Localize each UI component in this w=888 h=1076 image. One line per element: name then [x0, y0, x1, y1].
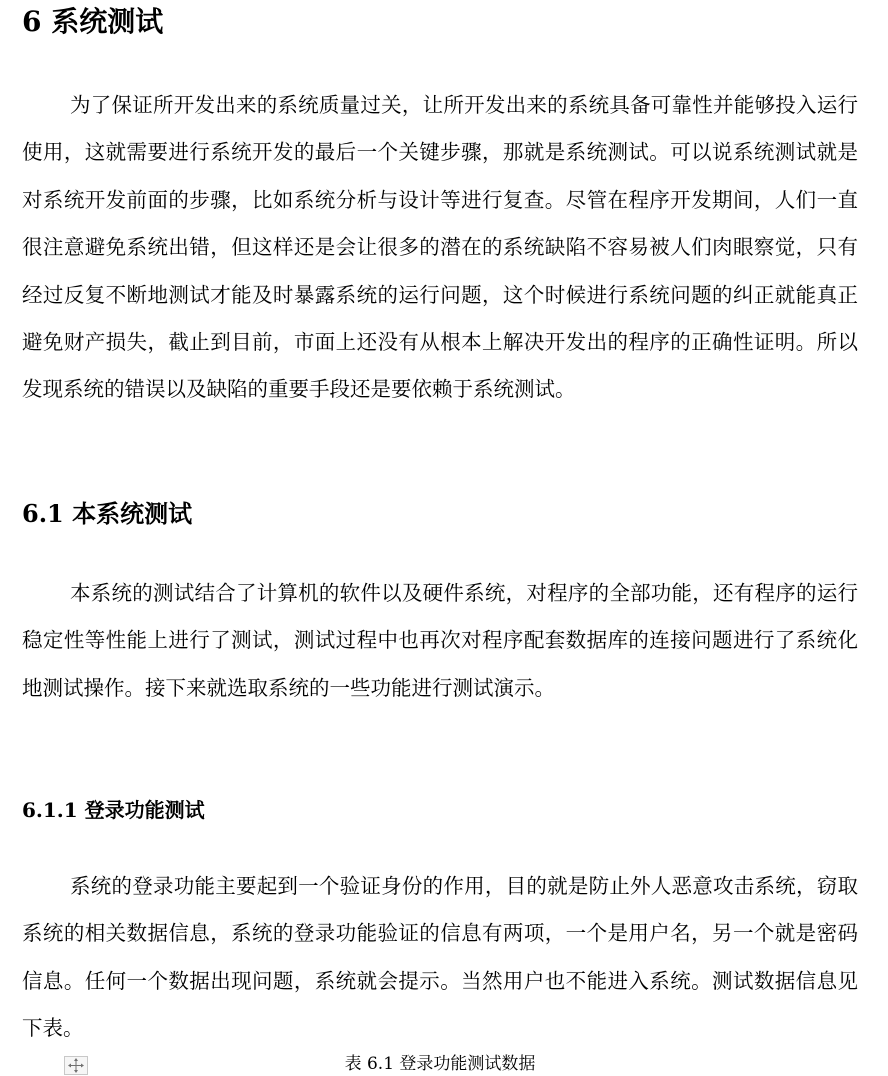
- move-handle-icon[interactable]: [64, 1056, 88, 1075]
- subsection-paragraph: 系统的登录功能主要起到一个验证身份的作用，目的就是防止外人恶意攻击系统，窃取系统的相关数据信息，系统的登录功能验证的信息有两项，一个是用户名，另一个就是密码信息。任何一个数据出现问题，系统就会提示。当然用户也不能进入系统。测试数据信息见下表。: [22, 874, 858, 1041]
- section-title: 6.1 本系统测试: [22, 499, 193, 528]
- subsection-title: 6.1.1 登录功能测试: [22, 798, 205, 822]
- section-paragraph: 本系统的测试结合了计算机的软件以及硬件系统，对程序的全部功能，还有程序的运行稳定性等性能上进行了测试，测试过程中也再次对程序配套数据库的连接问题进行了系统化地测试操作。接下来就选取系统的一些功能进行测试演示。: [22, 581, 858, 700]
- chapter-title: 6 系统测试: [22, 5, 164, 38]
- table-caption: 表 6.1 登录功能测试数据: [344, 1054, 536, 1074]
- chapter-intro-paragraph: 为了保证所开发出来的系统质量过关，让所开发出来的系统具备可靠性并能够投入运行使用，这就需要进行系统开发的最后一个关键步骤，那就是系统测试。可以说系统测试就是对系统开发前面的步骤，比如系统分析与设计等进行复查。尽管在程序开发期间，人们一直很注意避免系统出错，但这样还是会让很多的潜在的系统缺陷不容易被人们肉眼察觉，只有经过反复不断地测试才能及时暴露系统的运行问题，这个时候进行系统问题的纠正就能真正避免财产损失，截止到目前，市面上还没有从根本上解决开发出的程序的正确性证明。所以发现系统的错误以及缺陷的重要手段还是要依赖于系统测试。: [22, 93, 858, 402]
